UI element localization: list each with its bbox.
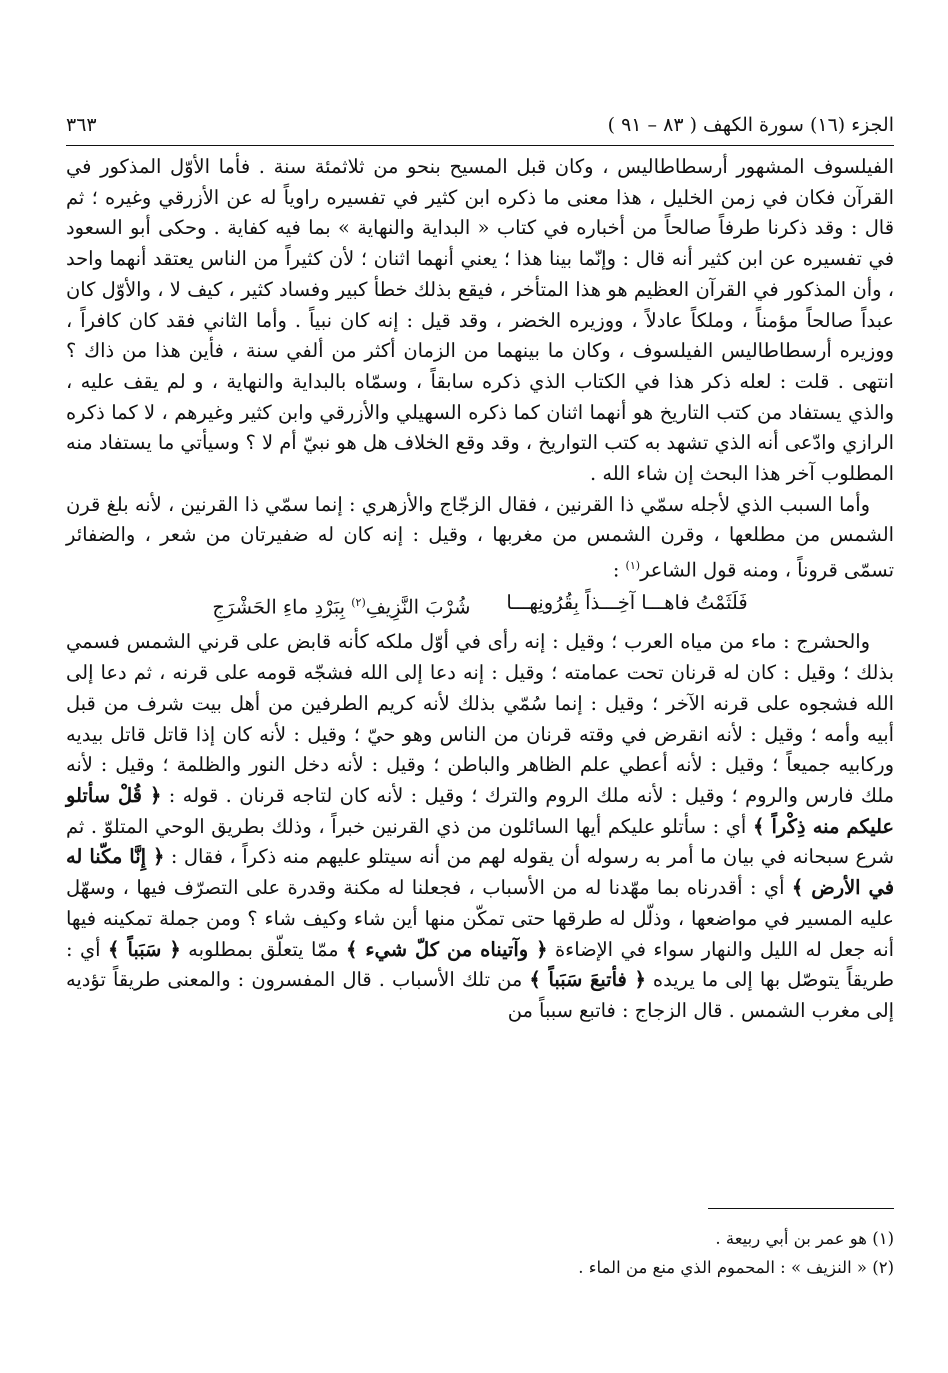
quran-quote-1: ﴿ قُلْ سأتلو عليكم منه ذِكْراً ﴾ bbox=[66, 784, 895, 838]
quran-quote-4: ﴿ سَبَباً ﴾ bbox=[108, 937, 181, 961]
paragraph-3-d: ممّا يتعلّق بمطلوبه bbox=[180, 937, 347, 961]
footnote-ref-1: (١) bbox=[625, 559, 641, 573]
quran-quote-2: ﴿ إِنَّا مكّنا له في الأرض ﴾ bbox=[66, 845, 894, 900]
paragraph-3-c: أي : أقدرناه بما مهّدنا له من الأسباب ، فجعلنا له مكنة وقدرة على التصرّف فيها ، وسهّل عليه المسير في مواضعها ، وذلّل له طرقها حتى تمكّن منها أين شاء وكيف شاء ؟ ومن جملة تمكينه فيها أنه جعل له الليل والنهار سواء في الإضاءة bbox=[66, 876, 894, 961]
paragraph-3-a: والحشرج : ماء من مياه العرب ؛ وقيل : إنه رأى في أوّل ملكه كأنه قابض على قرني الشمس فسمي بذلك ؛ وقيل : كان له قرنان تحت عمامته ؛ وقيل : إنه دعا إلى الله فشجّه قومه على قرنه ، ثم دعا إلى الله فشجوه على قرنه الآخر ؛ وقيل : إنما سُمّي بذلك لأنه كريم الطرفين من أهل بيت شرف من قبل أبيه وأمه ؛ وقيل : لأنه انقرض في وقته قرنان من الناس وهو حيّ ؛ وقيل : لأنه كان إذا قاتل قاتل بيديه وركابيه جميعاً ؛ وقيل : لأنه أعطي علم الظاهر والباطن ؛ وقيل : لأنه دخل النور والظلمة ؛ وقيل : لأنه ملك فارس والروم ؛ وقيل : لأنه ملك الروم والترك ؛ وقيل : لأنه كان لتاجه قرنان . قوله : bbox=[66, 630, 894, 807]
paragraph-2 bbox=[66, 490, 894, 587]
running-title: الجزء (١٦) سورة الكهف ( ٨٣ – ٩١ ) bbox=[607, 114, 894, 136]
footnote-1: (١) هو عمر بن أبي ربيعة . bbox=[715, 1229, 894, 1248]
paragraph-3-f: من تلك الأسباب . قال المفسرون : والمعنى طريقاً تؤديه إلى مغرب الشمس . قال الزجاج : فاتبع سبباً من bbox=[66, 968, 894, 1022]
verse-hemistich-2-start: شُرْبَ النَّزِيفِ bbox=[365, 595, 471, 619]
main-text bbox=[66, 152, 894, 1027]
quran-quote-3: ﴿ وآتيناه من كلّ شيء ﴾ bbox=[346, 937, 548, 961]
footnote-ref-2: (٢) bbox=[351, 596, 366, 610]
paragraph-1: الفيلسوف المشهور أرسطاطاليس ، وكان قبل المسيح بنحو من ثلاثمئة سنة . فأما الأوّل المذكور في القرآن فكان في زمن الخليل ، هذا معنى ما ذكره ابن كثير في تفسيره راوياً له عن الأزرقي وغيره ؛ ثم قال : وقد ذكرنا طرفاً صالحاً من أخباره في كتاب « البداية والنهاية » بما فيه كفاية . وحكى أبو السعود في تفسيره عن ابن كثير أنه قال : وإنّما بينا هذا ؛ يعني أنهما اثنان ؛ لأن كثيراً من الناس يعتقد أنهما واحد ، وأن المذكور في القرآن العظيم هو هذا المتأخر ، فيقع بذلك خطأ كبير وفساد كثير ، كيف لا ، والأوّل كان عبداً صالحاً مؤمناً ، وملكاً عادلاً ، ووزيره الخضر ، وقد قيل : إنه كان نبياً . وأما الثاني فقد كان كافراً ، ووزيره أرسطاطاليس الفيلسوف ، وكان ما بينهما من الزمان أكثر من ألفي سنة ، فأين هذا من ذاك ؟ انتهى . قلت : لعله ذكر هذا في الكتاب الذي ذكره سابقاً ، وسمّاه بالبداية والنهاية ، و لم يقف عليه ، والذي يستفاد من كتب التاريخ هو أنهما اثنان كما ذكره السهيلي والأزرقي وابن كثير وغيرهم ، لا كما ذكره الرازي وادّعى أنه الذي تشهد به كتب التواريخ ، وقد وقع الخلاف هل هو نبيّ أم لا ؟ وسيأتي ما يستفاد منه المطلوب آخر هذا البحث إن شاء الله . bbox=[66, 155, 894, 486]
footnotes bbox=[66, 1224, 894, 1282]
verse-hemistich-1: فَلَثَمْتُ فاهـــا آخِـــذاً بِقُرُونِهـــا bbox=[506, 591, 748, 615]
page-number: ٣٦٣ bbox=[66, 114, 97, 136]
paragraph-2-end: : bbox=[612, 558, 626, 582]
quran-quote-5: ﴿ فأتبعَ سَبَباً ﴾ bbox=[529, 968, 646, 992]
header-divider bbox=[66, 145, 894, 146]
poetry-verse bbox=[66, 588, 894, 623]
verse-hemistich-2 bbox=[212, 588, 470, 623]
verse-hemistich-2-end: بِبَرْدِ ماءِ الحَشْرَجِ bbox=[212, 595, 352, 619]
page-header bbox=[66, 108, 894, 142]
footnote-2: (٢) « النزيف » : المحموم الذي منع من الماء . bbox=[578, 1258, 894, 1277]
paragraph-3 bbox=[66, 627, 894, 1026]
paragraph-3-b: أي : سأتلو عليكم أيها السائلون من ذي القرنين خبراً ، وذلك بطريق الوحي المتلوّ . ثم شرع سبحانه في بيان ما أمر به رسوله أن يقوله لهم من أنه سيتلو عليهم منه ذكراً ، فقال : bbox=[66, 814, 895, 869]
paragraph-2-text: وأما السبب الذي لأجله سمّي ذا القرنين ، فقال الزجّاج والأزهري : إنما سمّي ذا القرنين ، لأنه بلغ قرن الشمس من مطلعها ، وقرن الشمس من مغربها ، وقيل : إنه كان له ضفيرتان من شعر ، والضفائر تسمّى قروناً ، ومنه قول الشاعر bbox=[66, 492, 894, 582]
footnote-divider bbox=[708, 1208, 894, 1209]
paragraph-3-e: أي : طريقاً يتوصّل بها إلى ما يريده bbox=[66, 937, 894, 992]
